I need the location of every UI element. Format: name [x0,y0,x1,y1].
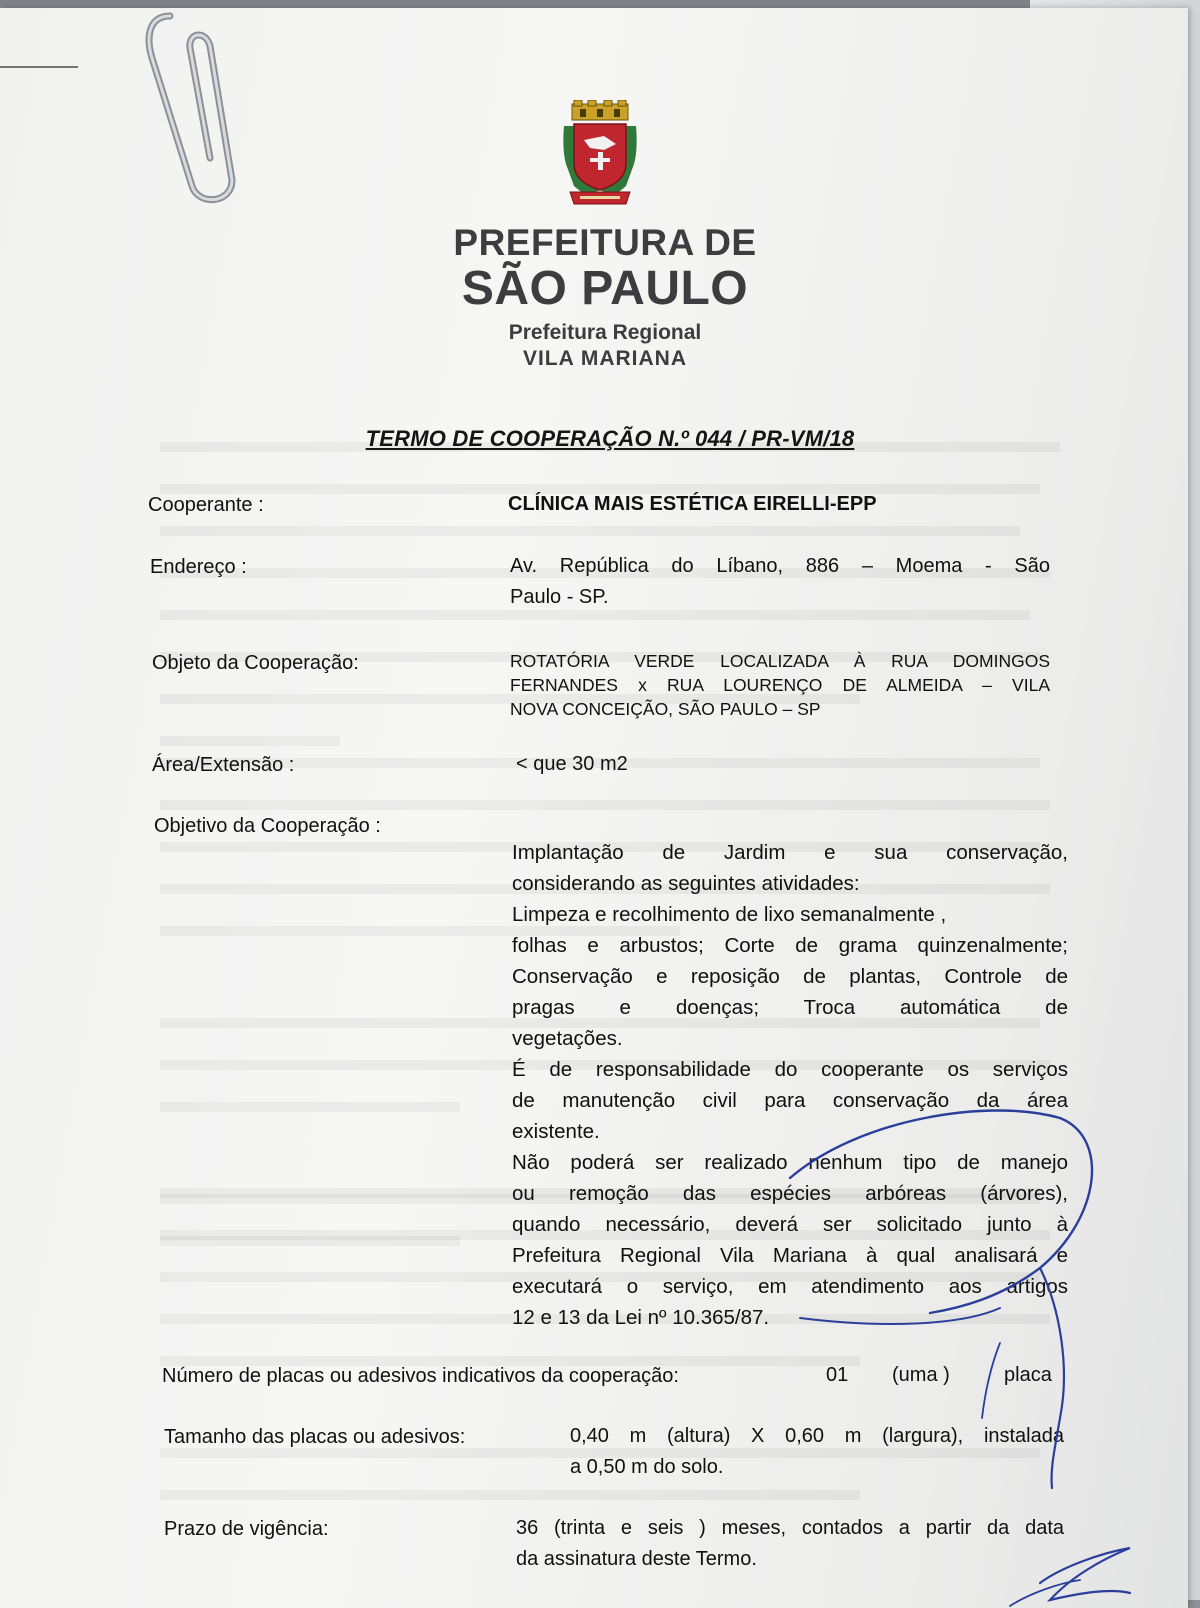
objetivo-line: ou remoção das espécies arbóreas (árvores), [512,1182,1068,1205]
placas-qty: 01 [826,1364,849,1386]
area-value: < que 30 m2 [516,753,628,775]
endereco-value [510,551,1050,613]
sao-paulo-crest-icon [560,100,640,212]
objetivo-line: Conservação e reposição de plantas, Controle de [512,965,1068,988]
prazo-line: da assinatura deste Termo. [516,1548,757,1570]
placas-unit: placa [1004,1364,1052,1386]
objetivo-line: pragas e doenças; Troca automática de [512,996,1068,1019]
objetivo-line: É de responsabilidade do cooperante os serviços [512,1058,1068,1081]
org-subunit-line2: VILA MARIANA [522,347,688,370]
page-edge-line [0,66,78,68]
placas-label: Número de placas ou adesivos indicativos da cooperação: [162,1365,679,1387]
objetivo-line: Prefeitura Regional Vila Mariana à qual analisará e [512,1244,1068,1267]
area-label: Área/Extensão : [152,754,295,776]
document-page [0,8,1188,1608]
objeto-value [510,649,1050,721]
objeto-label: Objeto da Cooperação: [152,652,359,674]
objetivo-label: Objetivo da Cooperação : [154,815,381,837]
objetivo-line: Limpeza e recolhimento de lixo semanalmente , [512,903,947,926]
cooperante-value: CLÍNICA MAIS ESTÉTICA EIRELLI-EPP [508,493,877,515]
objetivo-line: de manutenção civil para conservação da área [512,1089,1068,1112]
organization-header [400,222,810,372]
objetivo-line: 12 e 13 da Lei nº 10.365/87. [512,1306,770,1329]
org-name-line1: PREFEITURA DE [453,222,757,263]
placas-qty-text: (uma ) [892,1364,950,1386]
endereco-line: Av. República do Líbano, 886 – Moema - São [510,555,1050,577]
org-subunit-line1: Prefeitura Regional [508,321,702,344]
objeto-line: NOVA CONCEIÇÃO, SÃO PAULO – SP [510,699,821,719]
tamanho-label: Tamanho das placas ou adesivos: [164,1426,466,1448]
org-name-line2: SÃO PAULO [461,262,749,315]
objetivo-line: vegetações. [512,1027,623,1050]
endereco-line: Paulo - SP. [510,586,609,608]
objetivo-line: executará o serviço, em atendimento aos artigos [512,1275,1068,1298]
tamanho-value [570,1421,1064,1483]
objeto-line: FERNANDES x RUA LOURENÇO DE ALMEIDA – VILA [510,675,1050,695]
prazo-label: Prazo de vigência: [164,1518,329,1540]
objeto-line: ROTATÓRIA VERDE LOCALIZADA À RUA DOMINGOS [510,651,1050,671]
objetivo-line: existente. [512,1120,600,1143]
objetivo-line: Não poderá ser realizado nenhum tipo de manejo [512,1151,1068,1174]
prazo-line: 36 (trinta e seis ) meses, contados a partir da data [516,1517,1064,1539]
document-title: TERMO DE COOPERAÇÃO N.º 044 / PR-VM/18 [365,426,855,451]
objetivo-line: folhas e arbustos; Corte de grama quinzenalmente; [512,934,1068,957]
tamanho-line: 0,40 m (altura) X 0,60 m (largura), instalada [570,1425,1064,1447]
prazo-value [516,1513,1064,1575]
objetivo-value [512,837,1068,1333]
endereco-label: Endereço : [150,556,247,578]
objetivo-line: considerando as seguintes atividades: [512,872,860,895]
tamanho-line: a 0,50 m do solo. [570,1456,724,1478]
cooperante-label: Cooperante : [148,494,264,516]
objetivo-line: quando necessário, deverá ser solicitado junto à [512,1213,1068,1236]
objetivo-line: Implantação de Jardim e sua conservação, [512,841,1068,864]
paperclip-icon [140,8,250,218]
